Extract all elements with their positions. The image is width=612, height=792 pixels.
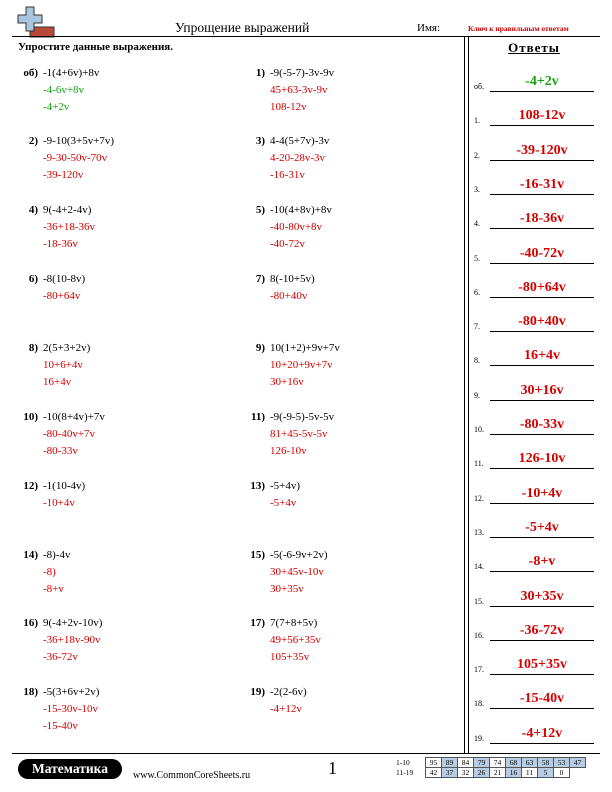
page-number: 1 (328, 758, 337, 778)
solution-step: 10+20+9v+7v (270, 359, 333, 371)
problem-number: 4) (28, 204, 38, 216)
answer-value: -40-72v (519, 245, 565, 261)
problem-expression: -9(-9-5)-5v-5v (270, 411, 335, 423)
answer-row (474, 209, 598, 229)
answer-row (474, 552, 598, 572)
score-row (395, 768, 586, 778)
answer-value: -80+40v (518, 314, 566, 330)
answers-title: Ответы (508, 40, 560, 55)
problem-number: 18) (23, 686, 38, 698)
solution-step: -9-30-50v-70v (43, 152, 108, 164)
answer-value: -15-40v (519, 691, 565, 707)
answer-line (490, 606, 594, 607)
answer-value: -5+4v (525, 519, 559, 535)
score-cell: 42 (426, 768, 442, 778)
answer-number: 12. (474, 493, 484, 503)
problem-expression: 9(-4+2v-10v) (43, 617, 103, 629)
answer-line (490, 125, 594, 126)
problem-expression: 4-4(5+7v)-3v (270, 135, 330, 147)
answer-number: 5. (474, 253, 480, 263)
brand-badge: Математика (18, 759, 122, 779)
answer-number: 18. (474, 699, 484, 709)
solution-step: -36-72v (43, 651, 78, 663)
answer-number: 9. (474, 390, 480, 400)
answer-row (474, 312, 598, 332)
solution-step: -4-6v+8v (43, 84, 85, 96)
solution-step: 4-20-28v-3v (270, 152, 325, 164)
plus-minus-logo-icon (16, 5, 56, 39)
answer-value: -16-31v (519, 176, 565, 192)
answer-number: 7. (474, 322, 480, 332)
score-range-label: 11-19 (396, 768, 414, 777)
problem-number: 9) (255, 342, 265, 354)
problem-expression: 8(-10+5v) (270, 273, 315, 285)
answer-row (474, 346, 598, 366)
answer-line (490, 297, 594, 298)
answer-row (474, 381, 598, 401)
solution-step: 10+6+4v (43, 359, 83, 371)
answer-value: -10+4v (521, 485, 563, 501)
problem-number: 3) (255, 135, 265, 147)
answer-line (490, 503, 594, 504)
answer-number: 17. (474, 665, 484, 675)
score-cell: 32 (458, 768, 474, 778)
answer-line (490, 160, 594, 161)
answer-number: 3. (474, 184, 480, 194)
solution-step: -10+4v (43, 497, 75, 509)
answer-row (474, 278, 598, 298)
answer-line (490, 743, 594, 744)
solution-step: 126-10v (270, 445, 307, 457)
score-cell: 89 (442, 758, 458, 768)
score-cell: 21 (490, 768, 506, 778)
score-cell: 26 (474, 768, 490, 778)
answer-number: об. (474, 82, 485, 91)
solution-step: -4+2v (43, 101, 70, 113)
answer-row (474, 106, 598, 126)
solution-step: 16+4v (43, 376, 72, 388)
problem-expression: -8(10-8v) (43, 273, 86, 285)
solution-step (270, 305, 315, 322)
answer-value: -80-33v (519, 417, 565, 432)
problem-number: 12) (23, 480, 38, 492)
solution-step: -4+12v (270, 703, 302, 715)
answer-value: 30+16v (520, 382, 564, 398)
solution-step: -15-30v-10v (43, 703, 98, 715)
answer-number: 15. (474, 596, 484, 606)
answer-number: 2. (474, 150, 480, 160)
solution-step: 108-12v (270, 101, 307, 113)
solution-step: 30+45v-10v (270, 566, 324, 578)
problem-number: 2) (28, 135, 38, 147)
site-url: www.CommonCoreSheets.ru (133, 770, 251, 781)
problem-expression: -5(-6-9v+2v) (270, 549, 328, 561)
score-row (395, 758, 586, 768)
problem-number: 13) (250, 480, 265, 492)
solution-step: 30+16v (270, 376, 304, 388)
solution-step: 45+63-3v-9v (270, 84, 328, 96)
problem-expression: -9-10(3+5v+7v) (43, 135, 115, 147)
problem-number: 5) (255, 204, 265, 216)
answer-row (474, 621, 598, 641)
problem-expression: -5(3+6v+2v) (43, 686, 100, 698)
problem-number: 1) (255, 67, 265, 79)
problem-expression: -5+4v) (270, 480, 301, 492)
problem-number: 17) (250, 617, 265, 629)
answer-number: 1. (474, 116, 480, 126)
solution-step: -80+40v (270, 290, 308, 302)
answer-line (490, 708, 594, 709)
answer-line (490, 674, 594, 675)
answer-line (490, 194, 594, 195)
problem-number: 10) (23, 411, 38, 423)
problem-number: 15) (250, 549, 265, 561)
score-cell: 84 (458, 758, 474, 768)
answer-number: 14. (474, 562, 484, 572)
answer-row (474, 141, 598, 161)
score-cell: 16 (506, 768, 522, 778)
answer-number: 11. (474, 459, 484, 469)
problem-number: 14) (23, 549, 38, 561)
answer-row (474, 415, 598, 435)
header-divider (12, 36, 600, 37)
name-label: Имя: (417, 22, 441, 34)
answer-row (474, 587, 598, 607)
answer-line (490, 434, 594, 435)
answer-row (474, 724, 598, 744)
answer-line (490, 468, 594, 469)
answer-line (490, 331, 594, 332)
problem-expression: -10(4+8v)+8v (270, 204, 332, 216)
problem-expression: 7(7+8+5v) (270, 617, 318, 629)
solution-step: -39-120v (43, 169, 84, 181)
score-cell: 58 (538, 758, 554, 768)
answer-value: -18-36v (519, 211, 565, 227)
problem-number: 11) (250, 411, 265, 423)
answer-value: 105+35v (517, 657, 567, 673)
solution-step: -36+18v-90v (43, 634, 101, 646)
answer-value: -4+12v (521, 725, 563, 741)
problem-number: об) (23, 67, 38, 79)
answer-value: 108-12v (518, 108, 566, 124)
answer-value: -8+v (528, 554, 556, 570)
answer-number: 13. (474, 527, 484, 537)
column-divider (468, 36, 469, 753)
solution-step: -80-40v+7v (43, 428, 96, 440)
problem-expression: -2(2-6v) (270, 686, 307, 698)
answer-number: 16. (474, 630, 484, 640)
problem-expression: -1(4+6v)+8v (43, 67, 100, 79)
solution-step: -80-33v (43, 445, 78, 457)
answer-line (490, 537, 594, 538)
solution-step: -40-80v+8v (270, 221, 323, 233)
answer-value: -36-72v (519, 622, 565, 638)
page-title: Упрощение выражений (175, 20, 310, 35)
answer-row (474, 72, 598, 92)
answer-line (490, 91, 594, 92)
problem-number: 6) (28, 273, 38, 285)
score-cell: 47 (570, 758, 586, 768)
score-cell: 63 (522, 758, 538, 768)
solution-step (43, 512, 85, 529)
answer-row (474, 449, 598, 469)
answer-row (474, 175, 598, 195)
solution-step (270, 718, 307, 735)
answer-line (490, 228, 594, 229)
answer-row (474, 484, 598, 504)
answer-key-label: Ключ к правильным ответам (468, 24, 569, 33)
answer-value: 16+4v (524, 348, 560, 364)
score-table (395, 757, 586, 778)
answer-value: 30+35v (520, 588, 564, 604)
answer-number: 10. (474, 425, 484, 434)
solution-step: -8) (43, 566, 56, 578)
problem-number: 19) (250, 686, 265, 698)
instructions: Упростите данные выражения. (18, 41, 173, 53)
problem-expression: -10(8+4v)+7v (43, 411, 105, 423)
answer-line (490, 400, 594, 401)
solution-step: -18-36v (43, 238, 78, 250)
answer-line (490, 571, 594, 572)
problem-expression: -8)-4v (43, 549, 71, 561)
answer-number: 4. (474, 219, 480, 229)
solution-step: -40-72v (270, 238, 305, 250)
solution-step: -80+64v (43, 290, 81, 302)
solution-step: -36+18-36v (43, 221, 96, 233)
answer-row (474, 244, 598, 264)
answer-number: 8. (474, 356, 480, 366)
problem-number: 16) (23, 617, 38, 629)
solution-step: -8+v (43, 583, 64, 595)
answer-value: -80+64v (518, 279, 566, 295)
score-cell: 68 (506, 758, 522, 768)
score-cell: 79 (474, 758, 490, 768)
problem-expression: -9(-5-7)-3v-9v (270, 67, 335, 79)
score-cell: 11 (522, 768, 538, 778)
problem-expression: -1(10-4v) (43, 480, 86, 492)
answer-line (490, 640, 594, 641)
answer-line (490, 263, 594, 264)
answer-value: -4+2v (525, 74, 559, 89)
solution-step: 105+35v (270, 651, 310, 663)
score-cell: 5 (538, 768, 554, 778)
solution-step (270, 512, 300, 529)
solution-step: 30+35v (270, 583, 304, 595)
problem-number: 7) (255, 273, 265, 285)
problem-expression: 9(-4+2-4v) (43, 204, 92, 216)
score-cell: 95 (426, 758, 442, 768)
solution-step: -5+4v (270, 497, 297, 509)
score-range-label: 1-10 (396, 758, 410, 767)
column-divider (464, 36, 465, 753)
footer-divider (12, 753, 600, 754)
score-cell: 0 (554, 768, 570, 778)
score-cell: 74 (490, 758, 506, 768)
answer-value: -39-120v (516, 142, 568, 158)
answer-row (474, 518, 598, 538)
solution-step: -16-31v (270, 169, 305, 181)
problem-expression: 10(1+2)+9v+7v (270, 342, 340, 354)
answer-line (490, 365, 594, 366)
solution-step: -15-40v (43, 720, 78, 732)
problem-expression: 2(5+3+2v) (43, 342, 91, 354)
score-cell: 53 (554, 758, 570, 768)
answer-row (474, 689, 598, 709)
answer-number: 19. (474, 733, 484, 743)
answer-row (474, 655, 598, 675)
answer-number: 6. (474, 287, 480, 297)
solution-step (43, 305, 85, 322)
answer-value: 126-10v (518, 451, 566, 467)
solution-step: 49+56+35v (270, 634, 321, 646)
problem-number: 8) (28, 342, 38, 354)
solution-step: 81+45-5v-5v (270, 428, 328, 440)
score-cell: 37 (442, 768, 458, 778)
